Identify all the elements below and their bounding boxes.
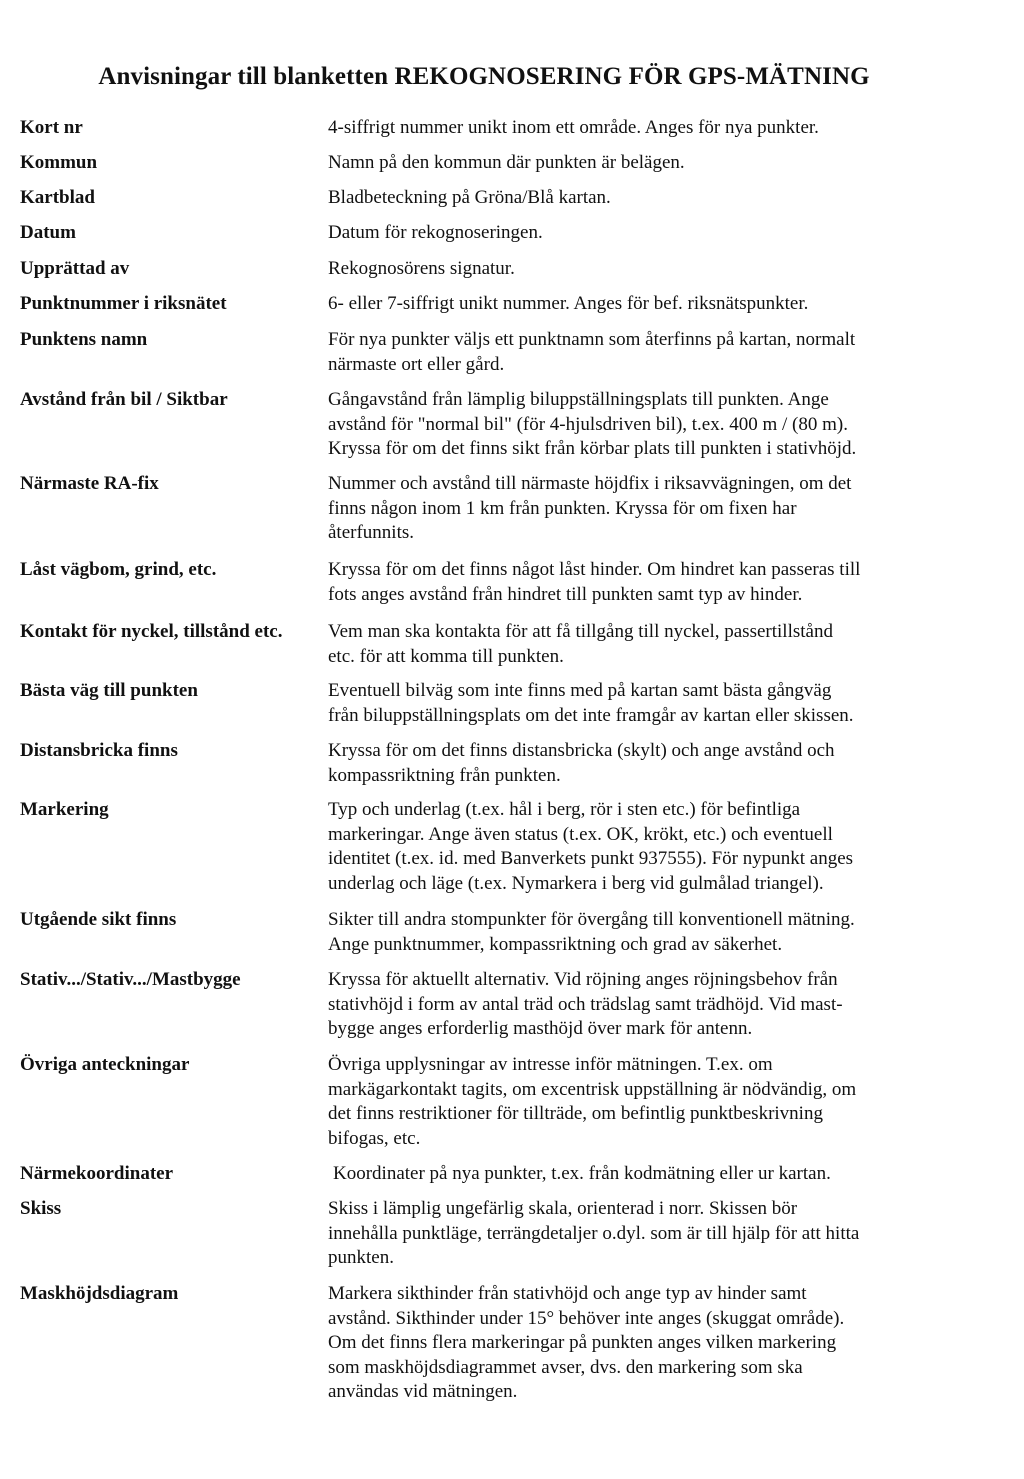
field-name: Kartblad — [20, 187, 95, 208]
description-line: finns någon inom 1 km från punkten. Kryssa för om fixen har — [328, 497, 797, 519]
field-name: Övriga anteckningar — [20, 1054, 190, 1075]
field-name: Stativ.../Stativ.../Mastbygge — [20, 969, 241, 990]
description-line: identitet (t.ex. id. med Banverkets punkt 937555). För nypunkt anges — [328, 848, 854, 870]
field-name: Närmekoordinater — [20, 1163, 174, 1184]
description-line: fots anges avstånd från hindret till punkten samt typ av hinder. — [328, 583, 803, 605]
description-line: Kryssa för om det finns sikt från körbar plats till punkten i stativhöjd. — [328, 438, 857, 460]
description-line: Övriga upplysningar av intresse inför mätningen. T.ex. om — [328, 1054, 773, 1075]
field-name: Distansbricka finns — [20, 740, 178, 761]
description-line: markeringar. Ange även status (t.ex. OK, krökt, etc.) och eventuell — [328, 823, 833, 845]
description-line: Datum för rekognoseringen. — [328, 222, 543, 243]
description-line: För nya punkter väljs ett punktnamn som återfinns på kartan, normalt — [328, 329, 856, 350]
description-line: Om det finns flera markeringar på punkten anges vilken markering — [328, 1332, 837, 1354]
field-name: Kort nr — [20, 117, 83, 138]
description-line: punkten. — [328, 1247, 394, 1269]
description-line: användas vid mätningen. — [328, 1381, 518, 1403]
description-line: avstånd för "normal bil" (för 4-hjulsdriven bil), t.ex. 400 m / (80 m). — [328, 413, 848, 435]
description-line: det finns restriktioner för tillträde, om befintlig punktbeskrivning — [328, 1103, 823, 1125]
field-description — [328, 1197, 968, 1271]
description-line: Kryssa för aktuellt alternativ. Vid röjning anges röjningsbehov från — [328, 969, 838, 990]
field-name: Datum — [20, 222, 76, 243]
description-line: Koordinater på nya punkter, t.ex. från kodmätning eller ur kartan. — [333, 1163, 831, 1184]
field-name: Låst vägbom, grind, etc. — [20, 559, 217, 580]
description-line: närmaste ort eller gård. — [328, 353, 505, 375]
description-line: etc. för att komma till punkten. — [328, 645, 564, 667]
description-line: Sikter till andra stompunkter för övergång till konventionell mätning. — [328, 909, 855, 930]
description-line: underlag och läge (t.ex. Nymarkera i berg vid gulmålad triangel). — [328, 872, 824, 894]
description-line: avstånd. Sikthinder under 15° behöver inte anges (skuggat område). — [328, 1307, 845, 1329]
field-description — [328, 221, 968, 246]
field-description — [328, 388, 968, 462]
description-line: Kryssa för om det finns distansbricka (skylt) och ange avstånd och — [328, 740, 835, 761]
description-line: som maskhöjdsdiagrammet avser, dvs. den markering som ska — [328, 1356, 803, 1378]
field-name: Avstånd från bil / Siktbar — [20, 389, 228, 410]
field-description — [328, 472, 968, 546]
field-name: Skiss — [20, 1198, 62, 1219]
description-line: Nummer och avstånd till närmaste höjdfix i riksavvägningen, om det — [328, 473, 852, 494]
field-name: Utgående sikt finns — [20, 909, 177, 930]
description-line: stativhöjd i form av antal träd och trädslag samt trädhöjd. Vid mast- — [328, 993, 843, 1015]
field-name: Närmaste RA-fix — [20, 473, 159, 494]
field-description — [328, 116, 968, 141]
description-line: kompassriktning från punkten. — [328, 764, 561, 786]
description-line: 6- eller 7-siffrigt unikt nummer. Anges för bef. riksnätspunkter. — [328, 293, 809, 314]
field-description — [328, 186, 968, 211]
description-line: markägarkontakt tagits, om excentrisk uppställning är nödvändig, om — [328, 1078, 857, 1100]
field-name: Punktens namn — [20, 329, 148, 350]
field-description — [328, 968, 968, 1042]
description-line: Ange punktnummer, kompassriktning och grad av säkerhet. — [328, 933, 783, 955]
field-name: Punktnummer i riksnätet — [20, 293, 227, 314]
description-line: Bladbeteckning på Gröna/Blå kartan. — [328, 187, 611, 208]
field-description — [333, 1162, 973, 1187]
description-line: Gångavstånd från lämplig biluppställningsplats till punkten. Ange — [328, 389, 829, 410]
field-description — [328, 739, 968, 788]
description-line: 4-siffrigt nummer unikt inom ett område. Anges för nya punkter. — [328, 117, 819, 138]
document-title: Anvisningar till blanketten REKOGNOSERING FÖR GPS-MÄTNING — [98, 63, 870, 90]
field-name: Maskhöjdsdiagram — [20, 1283, 179, 1304]
field-name: Markering — [20, 799, 109, 820]
field-description — [328, 558, 968, 607]
field-description — [328, 292, 968, 317]
description-line: Namn på den kommun där punkten är belägen. — [328, 152, 685, 173]
description-line: bygge anges erforderlig masthöjd över mark för antenn. — [328, 1018, 753, 1040]
field-description — [328, 620, 968, 669]
description-line: Kryssa för om det finns något låst hinder. Om hindret kan passeras till — [328, 559, 861, 580]
description-line: Markera sikthinder från stativhöjd och ange typ av hinder samt — [328, 1283, 807, 1304]
description-line: Typ och underlag (t.ex. hål i berg, rör i sten etc.) för befintliga — [328, 799, 801, 820]
field-description — [328, 257, 968, 282]
description-line: Rekognosörens signatur. — [328, 258, 515, 279]
description-line: återfunnits. — [328, 522, 415, 544]
field-name: Upprättad av — [20, 258, 130, 279]
field-description — [328, 151, 968, 176]
description-line: Skiss i lämplig ungefärlig skala, orienterad i norr. Skissen bör — [328, 1198, 798, 1219]
field-name: Kontakt för nyckel, tillstånd etc. — [20, 621, 283, 642]
field-description — [328, 1282, 968, 1405]
field-name: Kommun — [20, 152, 98, 173]
field-name: Bästa väg till punkten — [20, 680, 198, 701]
field-description — [328, 1053, 968, 1151]
field-description — [328, 679, 968, 728]
description-line: Eventuell bilväg som inte finns med på kartan samt bästa gångväg — [328, 680, 832, 701]
description-line: Vem man ska kontakta för att få tillgång till nyckel, passertillstånd — [328, 621, 833, 642]
field-description — [328, 908, 968, 957]
description-line: från biluppställningsplats om det inte framgår av kartan eller skissen. — [328, 704, 854, 726]
field-description — [328, 798, 968, 896]
description-line: bifogas, etc. — [328, 1127, 421, 1149]
description-line: innehålla punktläge, terrängdetaljer o.dyl. som är till hjälp för att hitta — [328, 1222, 860, 1244]
field-description — [328, 328, 968, 377]
